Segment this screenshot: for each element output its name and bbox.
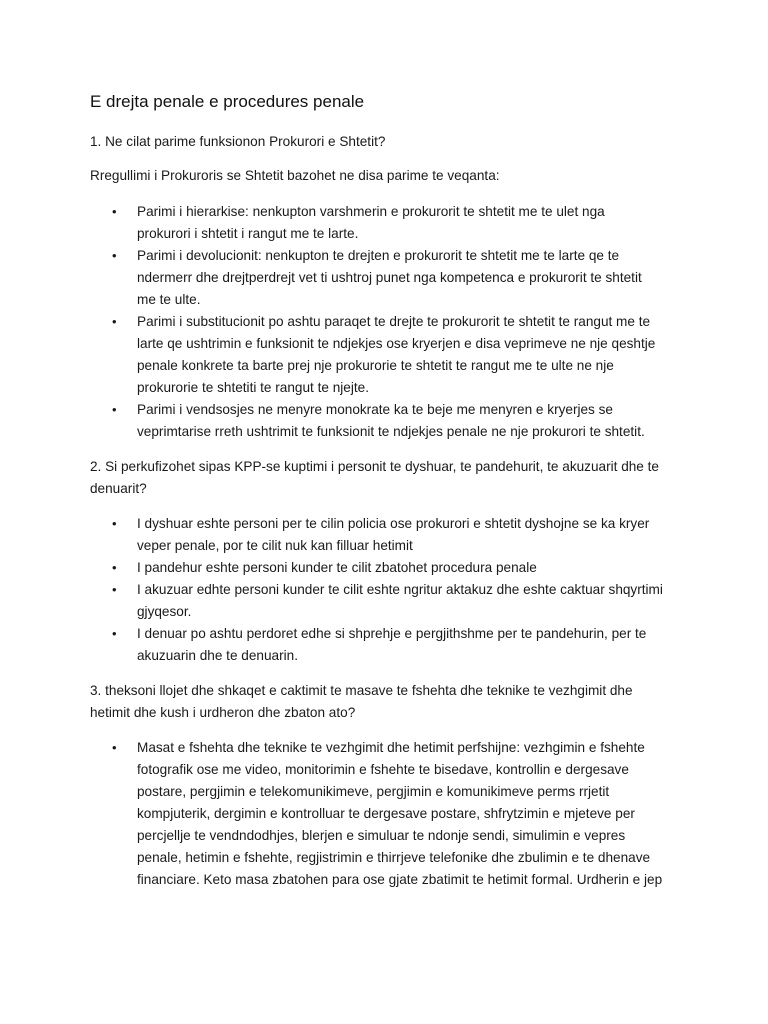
list-item-text [137, 737, 682, 891]
text-line: financiare. Keto masa zbatohen para ose gjate zbatimit te hetimit formal. Urdherin e jep [137, 872, 663, 887]
list-item [112, 623, 682, 667]
text-line: Parimi i hierarkise: nenkupton varshmerin e prokurorit te shtetit me te ulet nga [137, 204, 605, 219]
list-item [112, 557, 682, 579]
list-item [112, 399, 682, 443]
text-line: prokurori i shtetit i rangut me te larte. [137, 226, 359, 241]
text-line: penale konkrete ta barte prej nje prokurorie te shtetit te rangut me te ulte ne nje [137, 358, 614, 373]
text-line: ndermerr dhe drejtperdrejt vet ti ushtroj punet nga kompetenca e prokurorit te shtetit [137, 270, 642, 285]
text-line: hetimit dhe kush i urdheron dhe zbaton ato? [90, 705, 356, 720]
bullet-list-3 [112, 737, 682, 891]
text-line: veper penale, por te cilit nuk kan filluar hetimit [137, 538, 413, 553]
text-line: postare, pergjimin e telekomunikimeve, pergjimin e komunikimeve perms rrjetit [137, 784, 610, 799]
list-item [112, 245, 682, 311]
bullet-icon: • [112, 516, 117, 531]
list-item-text [137, 201, 682, 245]
bullet-icon: • [112, 204, 117, 219]
list-item-text [137, 579, 682, 623]
text-line: denuarit? [90, 481, 147, 496]
question-3 [90, 680, 690, 724]
list-item-text [137, 245, 682, 311]
bullet-icon: • [112, 248, 117, 263]
question-2 [90, 456, 690, 500]
list-item-text [137, 513, 682, 557]
bullet-icon: • [112, 314, 117, 329]
text-line: fotografik ose me video, monitorimin e fshehte te bisedave, kontrollin e dergesave [137, 762, 629, 777]
text-line: I pandehur eshte personi kunder te cilit zbatohet procedura penale [137, 560, 537, 575]
text-line: akuzuarin dhe te denuarin. [137, 648, 298, 663]
text-line: penale, hetimin e fshehte, regjistrimin e thirrjeve telefonike dhe zbulimin e te dhenave [137, 850, 651, 865]
text-line: prokurorie te shtetiti te rangut te njejte. [137, 380, 369, 395]
bullet-list-2 [112, 513, 682, 667]
text-line: I denuar po ashtu perdoret edhe si shprehje e pergjithshme per te pandehurin, per te [137, 626, 647, 641]
text-line: I akuzuar edhte personi kunder te cilit eshte ngritur aktakuz dhe eshte caktuar shqyrtimi [137, 582, 663, 597]
bullet-list-1 [112, 201, 682, 443]
list-item [112, 579, 682, 623]
text-line: Parimi i substitucionit po ashtu paraqet te drejte te prokurorit te shtetit te rangut me te [137, 314, 651, 329]
text-line: percjellje te vendndodhjes, blerjen e simuluar te ndonje sendi, simulimin e vepres [137, 828, 626, 843]
text-line: gjyqesor. [137, 604, 192, 619]
text-line: me te ulte. [137, 292, 201, 307]
bullet-icon: • [112, 626, 117, 641]
list-item-text [137, 557, 682, 579]
text-line: Parimi i vendsosjes ne menyre monokrate ka te beje me menyren e kryerjes se [137, 402, 613, 417]
list-item [112, 737, 682, 891]
bullet-icon: • [112, 402, 117, 417]
text-line: Masat e fshehta dhe teknike te vezhgimit dhe hetimit perfshijne: vezhgimin e fshehte [137, 740, 645, 755]
list-item-text [137, 399, 682, 443]
bullet-icon: • [112, 740, 117, 755]
list-item-text [137, 311, 682, 399]
bullet-icon: • [112, 582, 117, 597]
list-item [112, 311, 682, 399]
question-1: 1. Ne cilat parime funksionon Prokurori e Shtetit? [90, 134, 386, 149]
text-line: kompjuterik, dergimin e kontrolluar te dergesave postare, shfrytzimin e mjeteve per [137, 806, 635, 821]
text-line: I dyshuar eshte personi per te cilin policia ose prokurori e shtetit dyshojne se ka kryer [137, 516, 650, 531]
list-item [112, 513, 682, 557]
text-line: veprimtarise rreth ushtrimit te funksionit te ndjekjes penale ne nje prokurori te shtetit. [137, 424, 645, 439]
text-line: 2. Si perkufizohet sipas KPP-se kuptimi i personit te dyshuar, te pandehurit, te akuzuarit dhe te [90, 459, 659, 474]
text-line: larte qe ushtrimin e funksionit te ndjekjes ose kryerjen e disa veprimeve ne nje qeshtje [137, 336, 656, 351]
list-item [112, 201, 682, 245]
bullet-icon: • [112, 560, 117, 575]
text-line: Parimi i devolucionit: nenkupton te drejten e prokurorit te shtetit me te larte qe te [137, 248, 620, 263]
document-title: E drejta penale e procedures penale [90, 92, 365, 111]
intro-paragraph: Rregullimi i Prokuroris se Shtetit bazohet ne disa parime te veqanta: [90, 168, 500, 183]
text-line: 3. theksoni llojet dhe shkaqet e caktimit te masave te fshehta dhe teknike te vezhgimit dhe [90, 683, 633, 698]
list-item-text [137, 623, 682, 667]
